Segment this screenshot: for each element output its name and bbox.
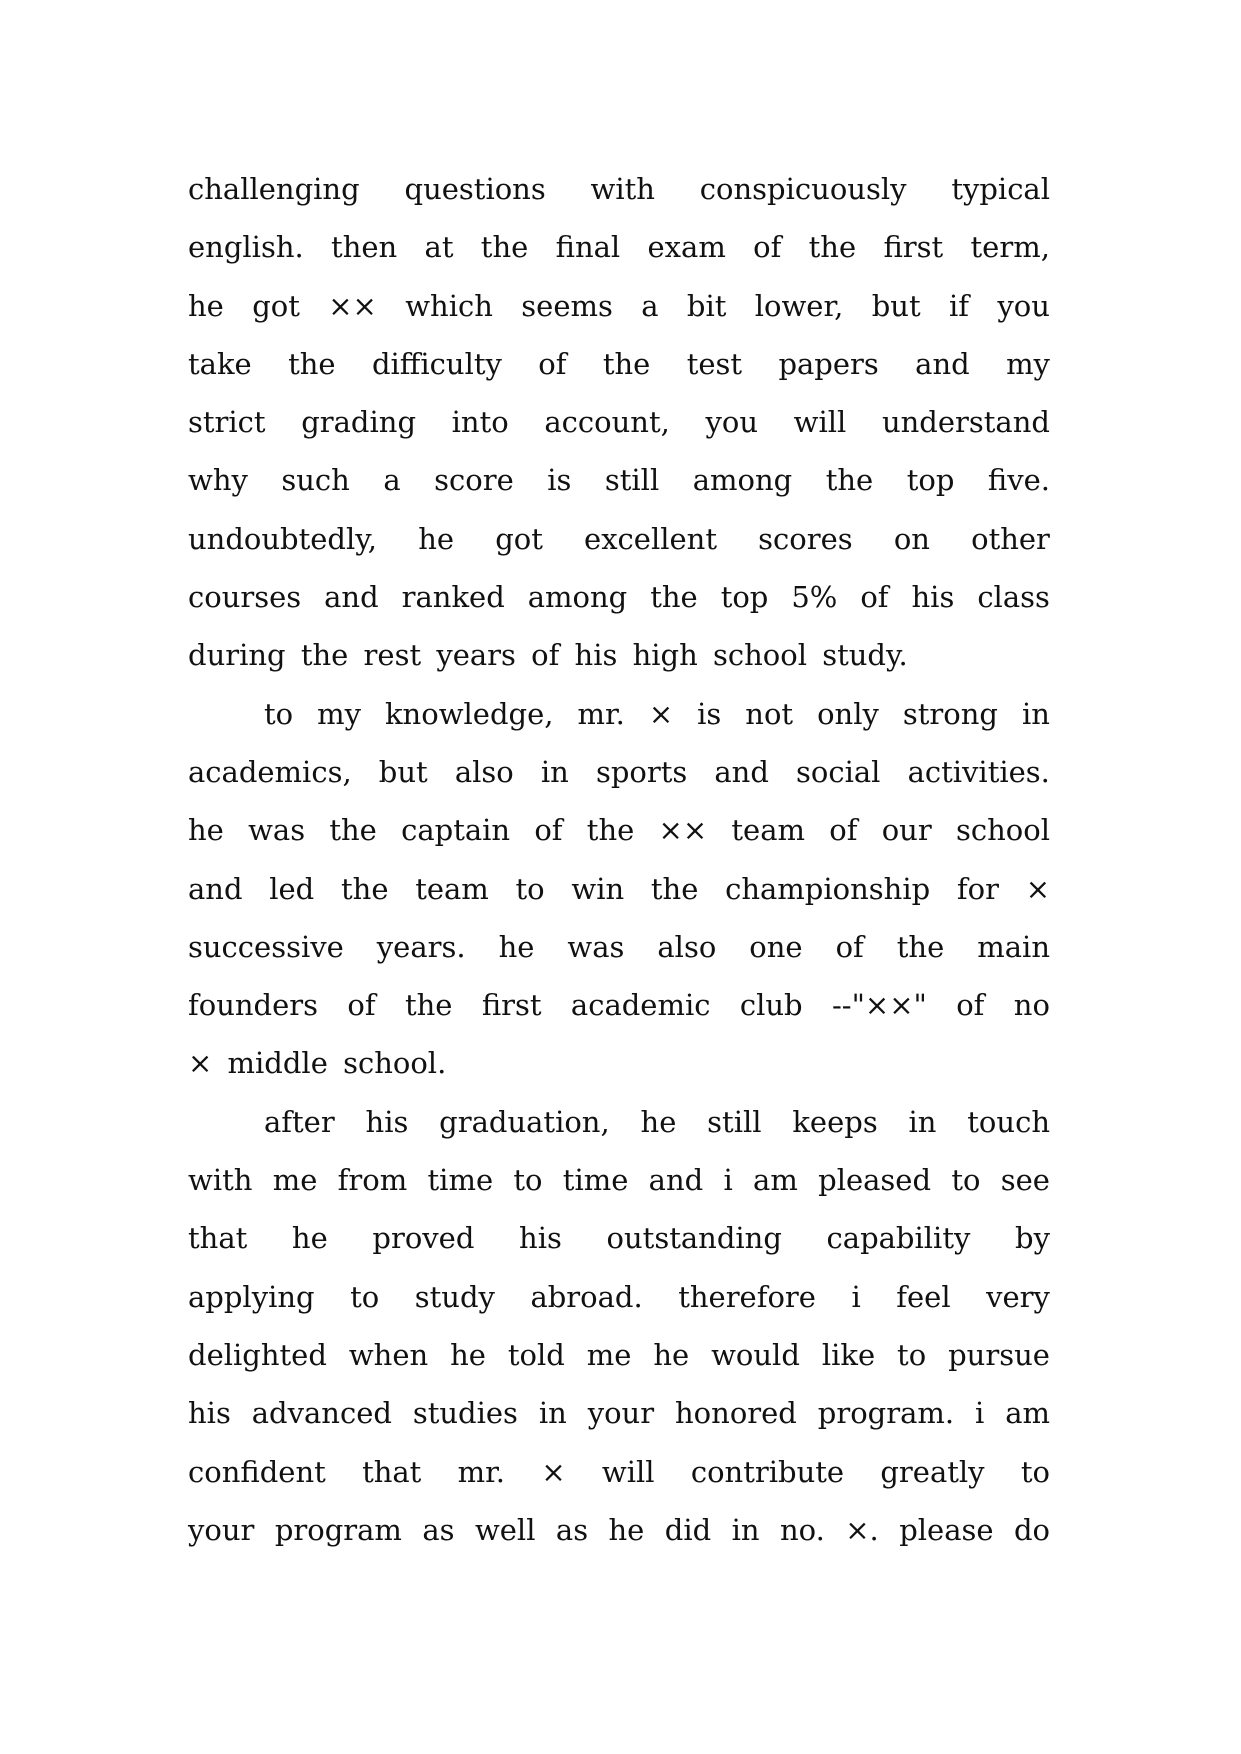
word: well <box>474 1512 536 1547</box>
word: exam <box>647 230 726 265</box>
word: ranked <box>401 580 505 615</box>
word: still <box>707 1104 762 1139</box>
word: in <box>540 754 569 789</box>
word: among <box>527 580 628 615</box>
word: × <box>648 696 674 731</box>
word: grading <box>301 405 417 440</box>
word: score <box>434 463 514 498</box>
word: is <box>547 463 572 498</box>
word: main <box>977 929 1050 964</box>
word: greatly <box>880 1454 985 1489</box>
word: program. <box>817 1396 955 1431</box>
word: to <box>513 1163 543 1198</box>
word: contribute <box>690 1454 845 1489</box>
word: me <box>586 1337 632 1372</box>
word: as <box>422 1512 455 1547</box>
text-line <box>188 393 1050 451</box>
word: founders <box>188 988 319 1023</box>
word: captain <box>401 813 511 848</box>
word: very <box>986 1279 1050 1314</box>
word: like <box>821 1337 876 1372</box>
word: courses <box>188 580 302 615</box>
text-line <box>188 1151 1050 1209</box>
word: excellent <box>584 521 717 556</box>
word: to <box>350 1279 380 1314</box>
word: with <box>188 1163 253 1198</box>
word: to <box>515 871 545 906</box>
word: the <box>650 580 698 615</box>
word: of <box>860 580 889 615</box>
word: your <box>188 1512 255 1547</box>
word: will <box>793 405 847 440</box>
word: of <box>956 988 985 1023</box>
word: into <box>451 405 509 440</box>
word: studies <box>412 1396 518 1431</box>
word: pursue <box>948 1337 1050 1372</box>
word: the <box>329 813 377 848</box>
word: was <box>248 813 306 848</box>
word: if <box>949 288 970 323</box>
word: english. <box>188 230 304 265</box>
word: program <box>274 1512 402 1547</box>
body-text <box>188 160 1050 1559</box>
word: and <box>324 580 379 615</box>
word: knowledge, <box>384 696 554 731</box>
word: the <box>825 463 874 498</box>
word: undoubtedly, <box>188 521 378 556</box>
word: strict <box>188 405 266 440</box>
text-line <box>188 1443 1050 1501</box>
word: papers <box>778 346 879 381</box>
word: our <box>881 813 932 848</box>
word: he <box>450 1337 486 1372</box>
word: and <box>714 754 769 789</box>
word: proved <box>372 1221 475 1256</box>
word: he <box>640 1104 677 1139</box>
word: after <box>264 1104 335 1139</box>
word: successive <box>188 929 344 964</box>
word: no <box>1013 988 1050 1023</box>
word: the <box>288 346 336 381</box>
word: is <box>697 696 722 731</box>
text-line <box>188 976 1050 1034</box>
word: then <box>331 230 398 265</box>
word: on <box>893 521 930 556</box>
word: mr. <box>457 1454 506 1489</box>
word: would <box>711 1337 800 1372</box>
word: he <box>418 521 455 556</box>
word: --"××" <box>831 988 927 1023</box>
word: time <box>562 1163 629 1198</box>
word: i <box>723 1163 733 1198</box>
text-line <box>188 1093 1050 1151</box>
word: but <box>378 754 428 789</box>
word: difficulty <box>371 346 502 381</box>
word: seems <box>521 288 613 323</box>
word: the <box>586 813 635 848</box>
word: of <box>829 813 858 848</box>
word: the <box>650 871 699 906</box>
text-line <box>188 451 1050 509</box>
word: no. <box>779 1512 825 1547</box>
text-line: × middle school. <box>188 1046 447 1081</box>
word: of <box>835 929 864 964</box>
word: of <box>534 813 563 848</box>
word: why <box>188 463 248 498</box>
word: the <box>340 871 389 906</box>
word: × <box>1025 871 1050 906</box>
word: am <box>1005 1396 1050 1431</box>
text-line <box>188 1209 1050 1267</box>
word: ×. <box>845 1512 879 1547</box>
word: club <box>739 988 803 1023</box>
word: you <box>705 405 759 440</box>
word: other <box>971 521 1050 556</box>
word: championship <box>725 871 931 906</box>
word: first <box>883 230 944 265</box>
word: ×× <box>658 813 708 848</box>
word: term, <box>970 230 1050 265</box>
word: the <box>404 988 453 1023</box>
text-line <box>188 218 1050 276</box>
text-line <box>188 918 1050 976</box>
word: strong <box>902 696 998 731</box>
word: and <box>915 346 970 381</box>
word: his <box>365 1104 409 1139</box>
word: from <box>337 1163 408 1198</box>
word: and <box>648 1163 704 1198</box>
word: class <box>977 580 1050 615</box>
word: at <box>424 230 454 265</box>
word: will <box>601 1454 655 1489</box>
word: his <box>519 1221 562 1256</box>
word: he <box>188 813 224 848</box>
word: i <box>975 1396 985 1431</box>
word: also <box>657 929 717 964</box>
word: activities. <box>907 754 1050 789</box>
word: honored <box>675 1396 797 1431</box>
word: to <box>897 1337 927 1372</box>
word: got <box>252 288 300 323</box>
word: first <box>481 988 542 1023</box>
word: touch <box>967 1104 1050 1139</box>
word: among <box>692 463 793 498</box>
word: capability <box>826 1221 971 1256</box>
text-line: during the rest years of his high school study. <box>188 638 908 673</box>
text-line <box>188 335 1050 393</box>
word: my <box>1006 346 1050 381</box>
text-line <box>188 801 1050 859</box>
word: typical <box>951 172 1050 206</box>
word: by <box>1015 1221 1050 1256</box>
word: as <box>555 1512 589 1547</box>
word: study <box>414 1279 495 1314</box>
word: account, <box>544 405 670 440</box>
word: he <box>291 1221 328 1256</box>
word: with <box>590 172 655 206</box>
word: applying <box>188 1279 315 1314</box>
word: his <box>188 1396 231 1431</box>
word: did <box>664 1512 712 1547</box>
word: mr. <box>577 696 625 731</box>
text-line <box>188 277 1050 335</box>
word: such <box>281 463 350 498</box>
word: i <box>851 1279 861 1314</box>
word: questions <box>404 172 546 206</box>
word: school <box>955 813 1050 848</box>
word: also <box>454 754 514 789</box>
word: team <box>415 871 489 906</box>
word: that <box>362 1454 422 1489</box>
word: not <box>745 696 794 731</box>
word: of <box>538 346 567 381</box>
text-line <box>188 685 1050 743</box>
word: a <box>641 288 659 323</box>
word: abroad. <box>530 1279 643 1314</box>
word: was <box>567 929 625 964</box>
word: one <box>749 929 803 964</box>
word: take <box>188 346 252 381</box>
word: got <box>495 521 543 556</box>
word: he <box>608 1512 645 1547</box>
word: delighted <box>188 1337 327 1372</box>
word: in <box>1021 696 1050 731</box>
word: graduation, <box>439 1104 610 1139</box>
word: to <box>1020 1454 1050 1489</box>
word: me <box>272 1163 318 1198</box>
text-line <box>188 1384 1050 1442</box>
word: challenging <box>188 172 360 206</box>
word: bit <box>686 288 727 323</box>
word: am <box>753 1163 798 1198</box>
word: of <box>753 230 782 265</box>
word: your <box>587 1396 655 1431</box>
word: test <box>686 346 743 381</box>
word: see <box>1000 1163 1050 1198</box>
text-line <box>188 1268 1050 1326</box>
word: scores <box>758 521 853 556</box>
word: a <box>383 463 401 498</box>
word: the <box>808 230 857 265</box>
text-line <box>188 510 1050 568</box>
word: advanced <box>251 1396 392 1431</box>
word: confident <box>188 1454 326 1489</box>
word: my <box>317 696 361 731</box>
word: to <box>264 696 294 731</box>
word: he <box>188 288 224 323</box>
text-line <box>188 160 1050 218</box>
word: pleased <box>818 1163 932 1198</box>
word: led <box>269 871 315 906</box>
text-line <box>188 1501 1050 1559</box>
word: for <box>956 871 999 906</box>
word: top <box>720 580 769 615</box>
text-line <box>188 860 1050 918</box>
word: please <box>899 1512 994 1547</box>
word: when <box>348 1337 429 1372</box>
word: the <box>896 929 945 964</box>
word: understand <box>881 405 1050 440</box>
word: still <box>604 463 660 498</box>
word: he <box>498 929 535 964</box>
text-line <box>188 1326 1050 1384</box>
word: only <box>817 696 879 731</box>
word: win <box>571 871 625 906</box>
word: sports <box>595 754 688 789</box>
word: he <box>653 1337 690 1372</box>
text-line <box>188 568 1050 626</box>
word: feel <box>896 1279 951 1314</box>
text-line <box>188 743 1050 801</box>
word: academics, <box>188 754 352 789</box>
word: the <box>602 346 651 381</box>
word: to <box>951 1163 981 1198</box>
word: but <box>871 288 921 323</box>
word: top <box>906 463 955 498</box>
word: lower, <box>754 288 844 323</box>
word: × <box>541 1454 566 1489</box>
word: in <box>731 1512 760 1547</box>
word: ×× <box>328 288 377 323</box>
word: which <box>405 288 493 323</box>
word: 5% <box>791 580 838 615</box>
word: years. <box>376 929 466 964</box>
word: the <box>480 230 529 265</box>
word: outstanding <box>606 1221 782 1256</box>
word: that <box>188 1221 248 1256</box>
word: keeps <box>792 1104 878 1139</box>
word: team <box>731 813 806 848</box>
word: told <box>507 1337 565 1372</box>
word: therefore <box>678 1279 816 1314</box>
word: you <box>997 288 1050 323</box>
word: social <box>796 754 881 789</box>
word: in <box>538 1396 567 1431</box>
word: final <box>555 230 621 265</box>
word: in <box>908 1104 937 1139</box>
word: of <box>347 988 376 1023</box>
word: academic <box>570 988 711 1023</box>
word: time <box>427 1163 494 1198</box>
word: do <box>1013 1512 1050 1547</box>
word: and <box>188 871 243 906</box>
word: conspicuously <box>699 172 907 206</box>
word: five. <box>987 463 1050 498</box>
word: his <box>911 580 955 615</box>
